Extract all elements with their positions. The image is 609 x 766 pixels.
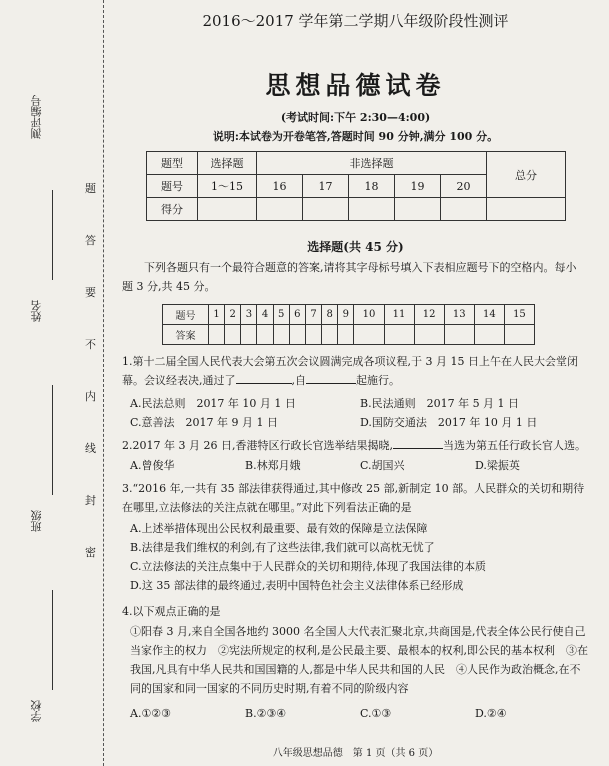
option-a[interactable]: A.上述举措体现出公民权利最重要、最有效的保障是立法保障	[130, 522, 428, 535]
score-cell: 题型	[147, 152, 198, 175]
seal-char: 答	[85, 234, 96, 247]
answer-cell[interactable]	[474, 325, 504, 345]
table-row	[147, 152, 566, 175]
answer-header-label: 题号	[163, 305, 209, 325]
option-b[interactable]: B.林郑月娥	[245, 459, 301, 472]
score-cell: 16	[257, 175, 303, 198]
option-b[interactable]: B.②③④	[245, 707, 287, 720]
exam-number-label: 测评编号	[30, 95, 43, 139]
option-c[interactable]: C.①③	[360, 707, 392, 720]
score-cell: 18	[349, 175, 395, 198]
score-cell: 1～15	[198, 175, 257, 198]
score-input-cell[interactable]	[487, 198, 566, 221]
question-1-stem-a: 1.第十二届全国人民代表大会第五次会议圆满完成各项议程,于 3 月 15 日上午在人民大会堂闭幕。会议经表决,通过了	[122, 355, 578, 387]
option-c[interactable]: C.胡国兴	[360, 459, 405, 472]
option-a[interactable]: A.①②③	[130, 707, 172, 720]
question-number: 9	[338, 305, 354, 325]
question-number: 7	[305, 305, 321, 325]
seal-dashed-line	[103, 0, 104, 766]
score-cell: 17	[303, 175, 349, 198]
question-2-stem-a: 2.2017 年 3 月 26 日,香港特区行政长官选举结果揭晓,	[122, 439, 393, 452]
seal-char: 题	[85, 182, 96, 195]
score-cell: 总分	[487, 152, 566, 198]
page-footer: 八年级思想品德 第 1 页（共 6 页）	[272, 748, 439, 759]
option-d[interactable]: D.②④	[475, 707, 507, 720]
table-row	[163, 305, 535, 325]
question-4: 4.以下观点正确的是	[122, 605, 221, 618]
exam-number-field[interactable]	[30, 95, 43, 139]
score-input-cell[interactable]	[198, 198, 257, 221]
option-a[interactable]: A.民法总则 2017 年 10 月 1 日	[130, 397, 296, 410]
question-1-options	[130, 394, 590, 432]
section-instructions: 下列各题只有一个最符合题意的答案,请将其字母标号填入下表相应题号下的空格内。每小题 3 分,共 45 分。	[122, 261, 577, 293]
school-blank-line	[52, 590, 53, 690]
option-d[interactable]: D.国防交通法 2017 年 10 月 1 日	[360, 416, 538, 429]
main-title: 思想品德试卷	[265, 71, 446, 100]
answer-cell[interactable]	[384, 325, 414, 345]
question-1	[122, 352, 592, 390]
question-number: 3	[241, 305, 257, 325]
question-number: 4	[257, 305, 273, 325]
question-4-body: ①阳春 3 月,来自全国各地约 3000 名全国人大代表汇聚北京,共商国是,代表全体公民行使自己当家作主的权力 ②宪法所规定的权利,是公民最主要、最根本的权利,即公民的基本权利 ③在我国,凡具有中华人民共和国国籍的人,都是中华人民共和国的人民 ④人民作为政治概念,在不同的国家和同一国家的不同历史时期,有着不同的阶级内容	[130, 625, 588, 695]
question-number: 13	[444, 305, 474, 325]
table-row	[163, 325, 535, 345]
school-label: 学校	[30, 700, 43, 722]
question-number: 5	[273, 305, 289, 325]
question-number: 12	[414, 305, 444, 325]
option-d[interactable]: D.这 35 部法律的最终通过,表明中国特色社会主义法律体系已经形成	[130, 579, 464, 592]
question-2	[122, 436, 592, 455]
question-number: 14	[474, 305, 504, 325]
school-field[interactable]	[30, 700, 43, 722]
option-d[interactable]: D.梁振英	[475, 459, 520, 472]
answer-cell[interactable]	[257, 325, 273, 345]
seal-char: 密	[85, 546, 96, 559]
score-input-cell[interactable]	[395, 198, 441, 221]
answer-cell[interactable]	[354, 325, 384, 345]
score-cell: 选择题	[198, 152, 257, 175]
score-input-cell[interactable]	[257, 198, 303, 221]
answer-cell[interactable]	[322, 325, 338, 345]
option-a[interactable]: A.曾俊华	[130, 459, 175, 472]
name-label: 姓名	[30, 300, 43, 322]
score-cell: 20	[441, 175, 487, 198]
answer-cell[interactable]	[504, 325, 534, 345]
answer-cell[interactable]	[273, 325, 289, 345]
answer-cell[interactable]	[414, 325, 444, 345]
score-table	[146, 151, 566, 221]
name-blank-line	[52, 190, 53, 280]
name-field[interactable]	[30, 300, 43, 322]
exam-note: 说明:本试卷为开卷笔答,答题时间 90 分钟,满分 100 分。	[212, 130, 499, 143]
option-b[interactable]: B.法律是我们维权的利剑,有了这些法律,我们就可以高枕无忧了	[130, 541, 435, 554]
fill-blank[interactable]	[393, 436, 443, 449]
question-1-stem-b: ,自	[291, 374, 306, 387]
answer-cell[interactable]	[338, 325, 354, 345]
seal-char: 线	[85, 442, 96, 455]
score-cell: 题号	[147, 175, 198, 198]
seal-char: 封	[85, 494, 96, 507]
question-3-options	[130, 519, 590, 595]
table-row	[147, 198, 566, 221]
answer-cell[interactable]	[289, 325, 305, 345]
exam-time: (考试时间:下午 2:30—4:00)	[280, 111, 431, 124]
question-4-options	[130, 704, 590, 723]
answer-cell[interactable]	[225, 325, 241, 345]
seal-char: 内	[85, 390, 96, 403]
question-number: 11	[384, 305, 414, 325]
answer-row-label: 答案	[163, 325, 209, 345]
class-field[interactable]	[30, 510, 43, 532]
question-3: 3.“2016 年,一共有 35 部法律获得通过,其中修改 25 部,新制定 10 部。人民群众的关切和期待在哪里,立法修法的关注点就在哪里。”对此下列看法正确的是	[122, 482, 585, 514]
question-2-stem-b: 当选为第五任行政长官人选。	[442, 439, 586, 452]
seal-line-text	[85, 0, 101, 766]
class-label: 班级	[30, 510, 43, 532]
question-number: 6	[289, 305, 305, 325]
score-input-cell[interactable]	[349, 198, 395, 221]
seal-char: 要	[85, 286, 96, 299]
answer-cell[interactable]	[209, 325, 225, 345]
question-number: 1	[209, 305, 225, 325]
section-title: 选择题(共 45 分)	[307, 240, 404, 254]
question-number: 8	[322, 305, 338, 325]
answer-cell[interactable]	[444, 325, 474, 345]
class-blank-line	[52, 385, 53, 495]
question-number: 15	[504, 305, 534, 325]
option-c[interactable]: C.意善法 2017 年 9 月 1 日	[130, 416, 278, 429]
question-2-options	[130, 456, 590, 475]
answer-table	[162, 304, 535, 345]
answer-cell[interactable]	[241, 325, 257, 345]
question-number: 10	[354, 305, 384, 325]
seal-char: 不	[85, 338, 96, 351]
option-c[interactable]: C.立法修法的关注点集中于人民群众的关切和期待,体现了我国法律的本质	[130, 560, 487, 573]
score-cell: 19	[395, 175, 441, 198]
fill-blank[interactable]	[236, 371, 292, 384]
fill-blank[interactable]	[306, 371, 356, 384]
score-input-cell[interactable]	[303, 198, 349, 221]
option-b[interactable]: B.民法通则 2017 年 5 月 1 日	[360, 397, 520, 410]
answer-cell[interactable]	[305, 325, 321, 345]
score-input-cell[interactable]	[441, 198, 487, 221]
score-cell: 非选择题	[257, 152, 487, 175]
score-cell: 得分	[147, 198, 198, 221]
exam-header-title: 2016～2017 学年第二学期八年级阶段性测评	[202, 12, 509, 30]
question-1-stem-c: 起施行。	[356, 374, 400, 387]
question-number: 2	[225, 305, 241, 325]
